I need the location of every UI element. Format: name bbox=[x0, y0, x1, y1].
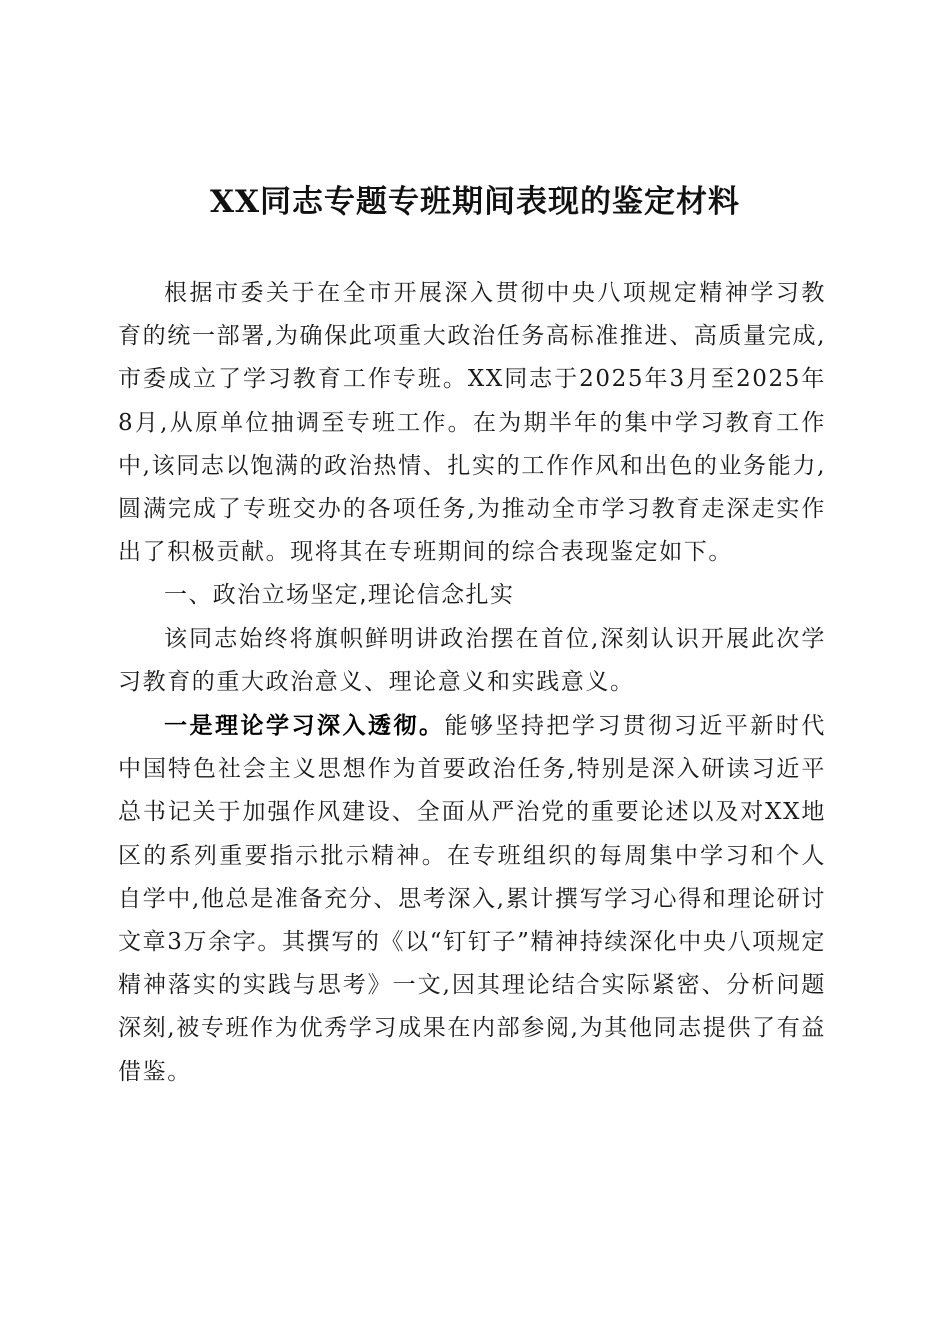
section-1-point-1 bbox=[118, 704, 826, 1094]
document-title: XX同志专题专班期间表现的鉴定材料 bbox=[209, 184, 741, 220]
point-1-lead: 一是理论学习深入透彻。 bbox=[164, 712, 445, 740]
section-1-heading: 一、政治立场坚定,理论信念扎实 bbox=[164, 582, 515, 609]
section-1-paragraph: 该同志始终将旗帜鲜明讲政治摆在首位,深刻认识开展此次学习教育的重大政治意义、理论意义和实践意义。 bbox=[118, 625, 826, 695]
document-body bbox=[118, 272, 826, 1094]
point-1-text: 能够坚持把学习贯彻习近平新时代中国特色社会主义思想作为首要政治任务,特别是深入研读习近平总书记关于加强作风建设、全面从严治党的重要论述以及对XX地区的系列重要指示批示精神。在专班组织的每周集中学习和个人自学中,他总是准备充分、思考深入,累计撰写学习心得和理论研讨文章3万余字。其撰写的《以“钉钉子”精神持续深化中央八项规定精神落实的实践与思考》一文,因其理论结合实际紧密、分析问题深刻,被专班作为优秀学习成果在内部参阅,为其他同志提供了有益借鉴。 bbox=[118, 713, 826, 1085]
intro-paragraph: 根据市委关于在全市开展深入贯彻中央八项规定精神学习教育的统一部署,为确保此项重大政治任务高标准推进、高质量完成,市委成立了学习教育工作专班。XX同志于2025年3月至2025年8月,从原单位抽调至专班工作。在为期半年的集中学习教育工作中,该同志以饱满的政治热情、扎实的工作作风和出色的业务能力,圆满完成了专班交办的各项任务,为推动全市学习教育走深走实作出了积极贡献。现将其在专班期间的综合表现鉴定如下。 bbox=[118, 280, 826, 566]
